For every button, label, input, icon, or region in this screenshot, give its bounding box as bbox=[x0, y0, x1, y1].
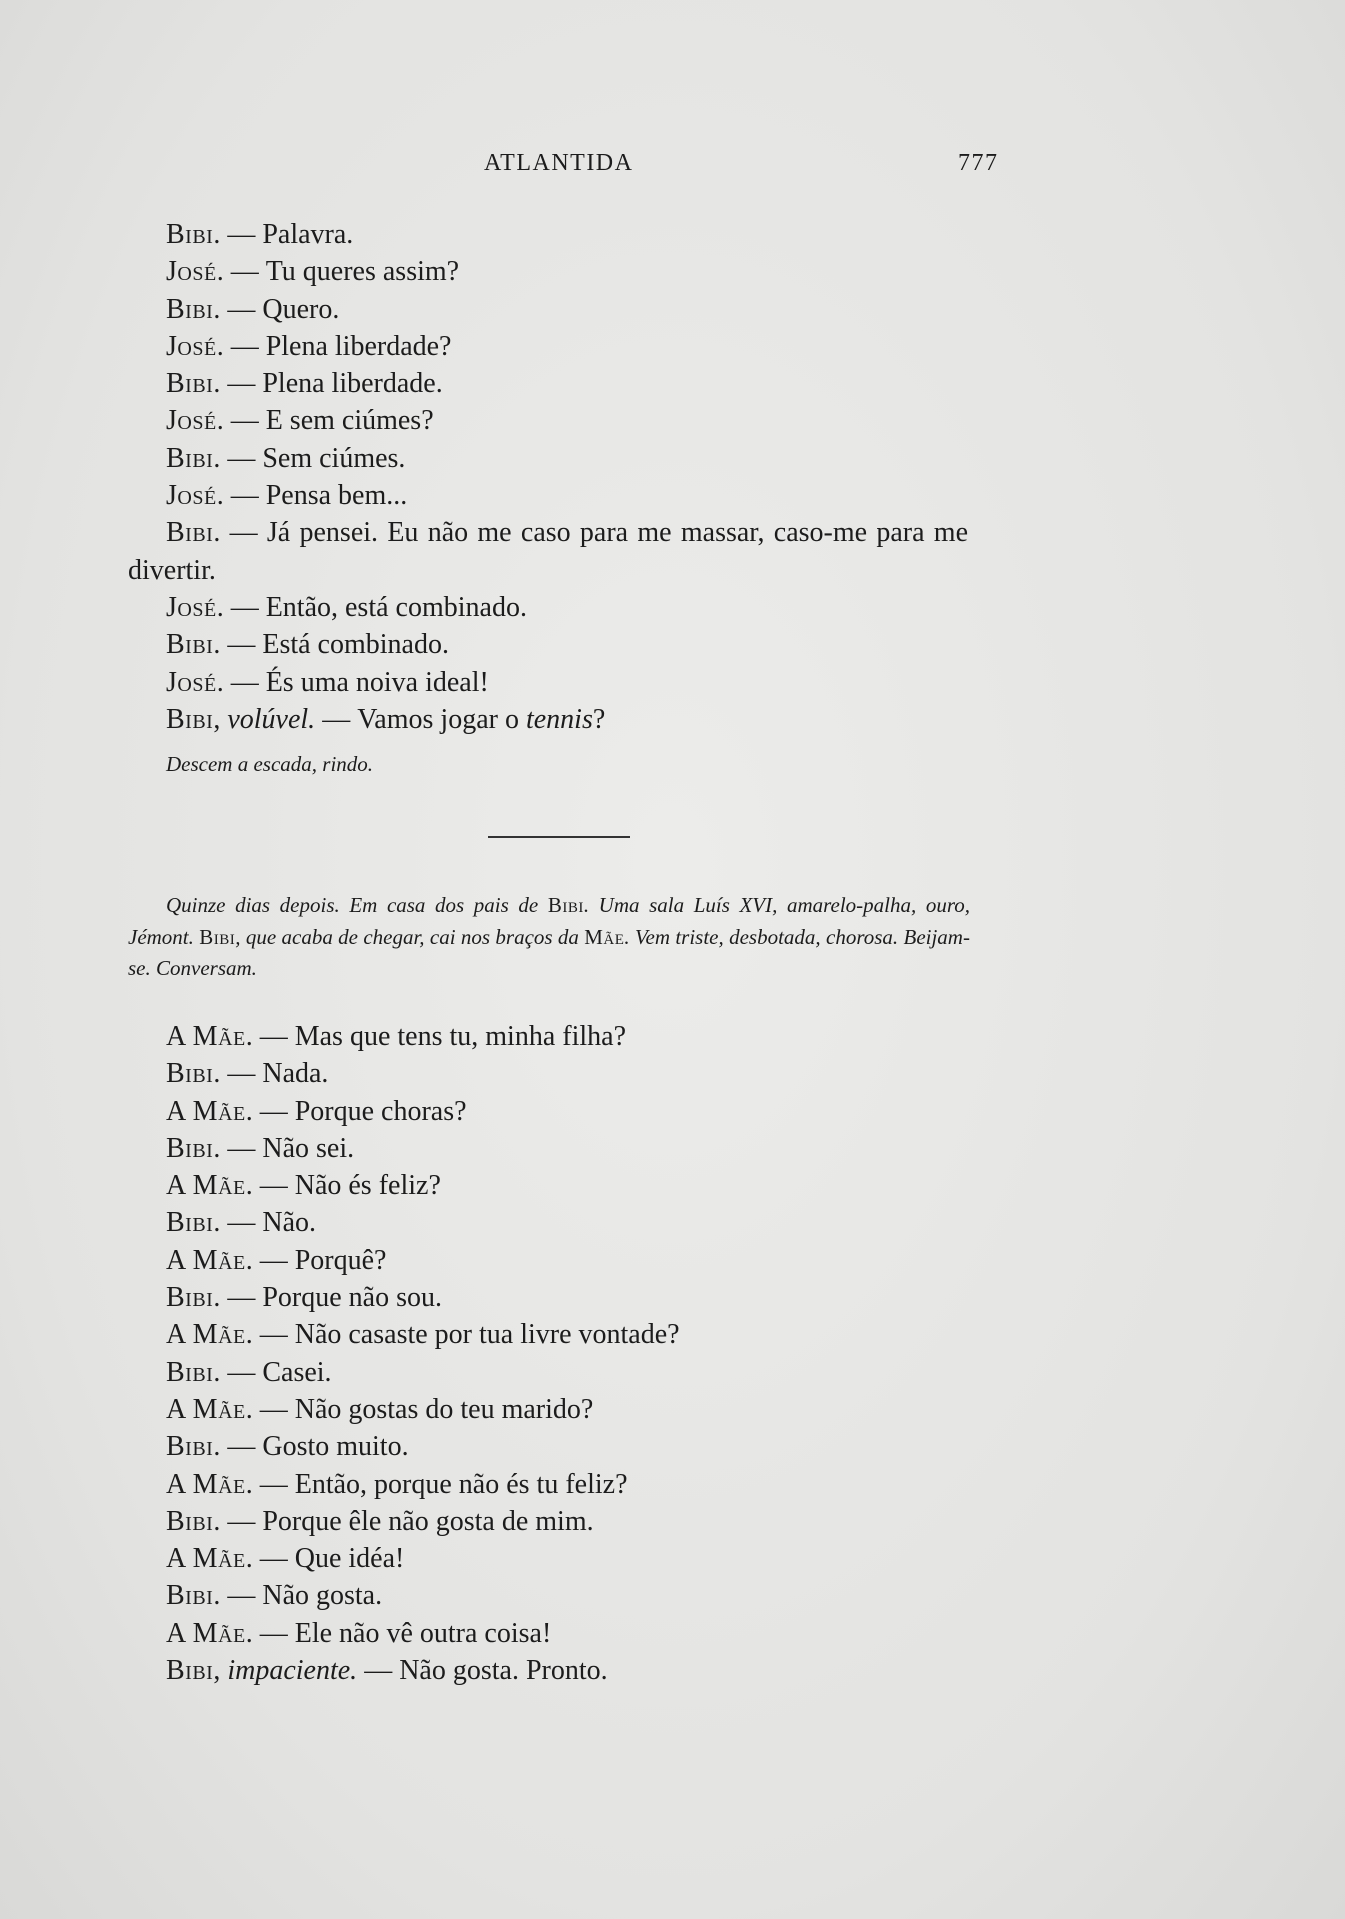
dialogue-line: Bibi, impaciente. — Não gosta. Pronto. bbox=[166, 1655, 608, 1687]
dialogue-line: Bibi. — Porque êle não gosta de mim. bbox=[166, 1505, 594, 1537]
dialogue-line: Bibi. — Está combinado. bbox=[166, 629, 449, 661]
dialogue-line: José. — Pensa bem... bbox=[166, 480, 408, 512]
dialogue-line: Bibi. — Já pensei. Eu não me caso para me massar, caso-me para me divertir. bbox=[128, 517, 968, 586]
dialogue-line: Bibi. — Porque não sou. bbox=[166, 1282, 442, 1314]
dialogue-line: A Mãe. — Que idéa! bbox=[166, 1543, 405, 1575]
dialogue-line: Bibi. — Gosto muito. bbox=[166, 1431, 409, 1463]
dialogue-line: Bibi. — Não gosta. bbox=[166, 1580, 383, 1612]
dialogue-line: A Mãe. — Mas que tens tu, minha filha? bbox=[166, 1021, 626, 1052]
stage-direction: Descem a escada, rindo. bbox=[166, 752, 374, 777]
dialogue-line: A Mãe. — Porque choras? bbox=[166, 1095, 467, 1127]
dialogue-line: Bibi. — Não. bbox=[166, 1207, 316, 1239]
page-number: 777 bbox=[958, 150, 999, 176]
dialogue-line: A Mãe. — Porquê? bbox=[166, 1244, 387, 1276]
dialogue-line: A Mãe. — Não casaste por tua livre vontade? bbox=[166, 1319, 680, 1351]
section-divider bbox=[488, 836, 630, 838]
dialogue-line: Bibi. — Casei. bbox=[166, 1356, 332, 1388]
dialogue-line: Bibi. — Plena liberdade. bbox=[166, 368, 443, 400]
dialogue-line: Bibi. — Palavra. bbox=[166, 219, 354, 250]
dialogue-line: Bibi. — Quero. bbox=[166, 293, 340, 325]
dialogue-line: José. — Plena liberdade? bbox=[166, 330, 452, 362]
dialogue-line: A Mãe. — Não és feliz? bbox=[166, 1170, 441, 1202]
dialogue-line: Bibi. — Nada. bbox=[166, 1058, 329, 1090]
dialogue-line: A Mãe. — Então, porque não és tu feliz? bbox=[166, 1468, 628, 1500]
running-title: ATLANTIDA bbox=[484, 150, 634, 176]
dialogue-section-2 bbox=[128, 1018, 968, 1689]
dialogue-line: Bibi. — Sem ciúmes. bbox=[166, 442, 406, 474]
dialogue-line: Bibi. — Não sei. bbox=[166, 1132, 355, 1164]
dialogue-section-1 bbox=[128, 216, 968, 777]
dialogue-line: José. — És uma noiva ideal! bbox=[166, 666, 489, 698]
scene-description: Quinze dias depois. Em casa dos pais de Bibi. Uma sala Luís XVI, amarelo-palha, ouro, Jémont. Bibi, que acaba de chegar, cai nos braços da Mãe. Vem triste, desbotada, chorosa. Beijam-se. Conversam. bbox=[128, 893, 970, 980]
dialogue-line: A Mãe. — Não gostas do teu marido? bbox=[166, 1393, 594, 1425]
running-head bbox=[0, 150, 1345, 182]
dialogue-line: José. — Tu queres assim? bbox=[166, 256, 460, 288]
dialogue-line: Bibi, volúvel. — Vamos jogar o tennis? bbox=[166, 703, 606, 735]
dialogue-line: José. — E sem ciúmes? bbox=[166, 405, 434, 437]
dialogue-line: José. — Então, está combinado. bbox=[166, 591, 527, 623]
dialogue-line: A Mãe. — Ele não vê outra coisa! bbox=[166, 1617, 552, 1649]
